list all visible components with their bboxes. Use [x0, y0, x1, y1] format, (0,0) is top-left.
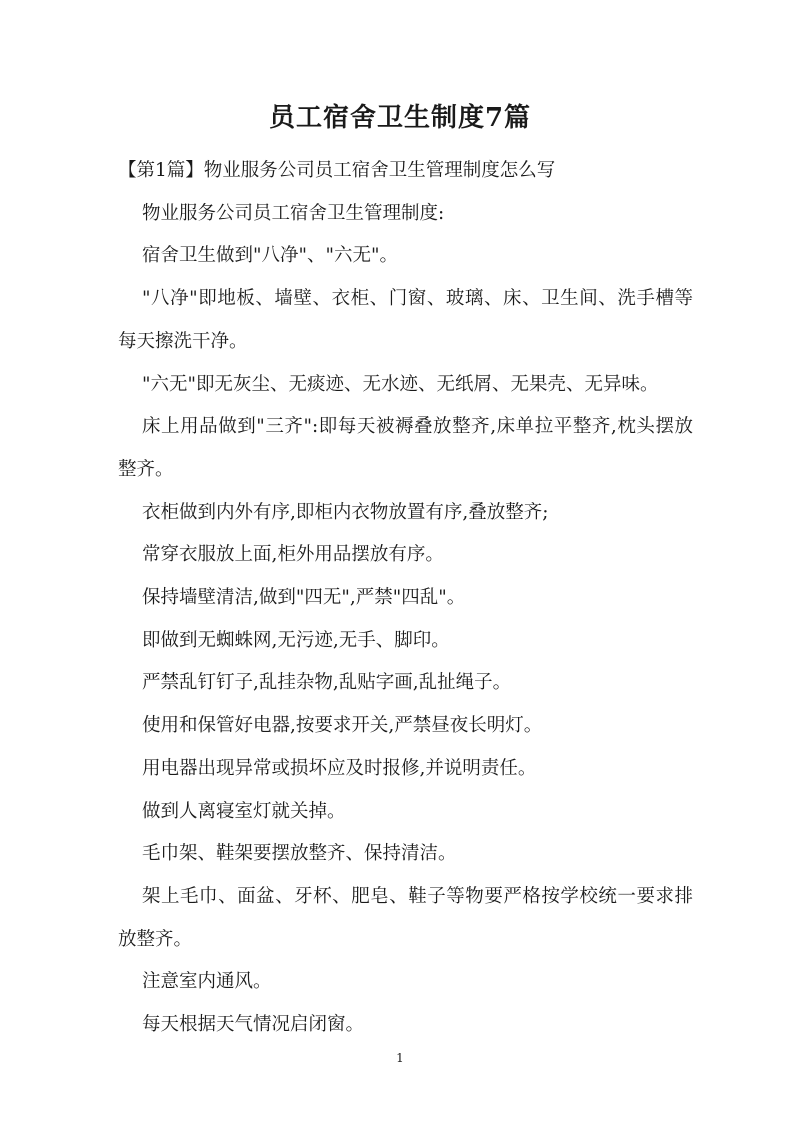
paragraph: 每天根据天气情况启闭窗。	[142, 1014, 365, 1036]
paragraph: 物业服务公司员工宿舍卫生管理制度:	[142, 202, 445, 224]
paragraph: 架上毛巾、面盆、牙杯、肥皂、鞋子等物要严格按学校统一要求排放整齐。	[118, 885, 693, 950]
paragraph: 使用和保管好电器,按要求开关,严禁昼夜长明灯。	[142, 715, 543, 737]
paragraph: "六无"即无灰尘、无痰迹、无水迹、无纸屑、无果壳、无异味。	[142, 373, 659, 395]
paragraph: 毛巾架、鞋架要摆放整齐、保持清洁。	[142, 843, 457, 865]
document-body	[118, 150, 693, 1047]
paragraph: 注意室内通风。	[142, 971, 272, 993]
paragraph: 衣柜做到内外有序,即柜内衣物放置有序,叠放整齐;	[142, 501, 549, 523]
paragraph: 即做到无蜘蛛网,无污迹,无手、脚印。	[142, 629, 450, 651]
paragraph: 床上用品做到"三齐":即每天被褥叠放整齐,床单拉平整齐,枕头摆放整齐。	[118, 416, 693, 480]
paragraph: 严禁乱钉钉子,乱挂杂物,乱贴字画,乱扯绳子。	[142, 672, 512, 694]
paragraph: 常穿衣服放上面,柜外用品摆放有序。	[142, 544, 444, 566]
paragraph: 做到人离寝室灯就关掉。	[142, 800, 346, 822]
paragraph: 宿舍卫生做到"八净"、"六无"。	[142, 245, 399, 267]
section-heading: 【第1篇】物业服务公司员工宿舍卫生管理制度怎么写	[118, 160, 556, 181]
paragraph: 用电器出现异常或损坏应及时报修,并说明责任。	[142, 757, 537, 779]
document-title: 员工宿舍卫生制度7篇	[268, 103, 532, 133]
paragraph: 保持墙壁清洁,做到"四无",严禁"四乱"。	[142, 587, 466, 609]
paragraph: "八净"即地板、墙壁、衣柜、门窗、玻璃、床、卫生间、洗手槽等每天擦洗干净。	[118, 288, 693, 352]
page-number: 1	[396, 1051, 404, 1065]
